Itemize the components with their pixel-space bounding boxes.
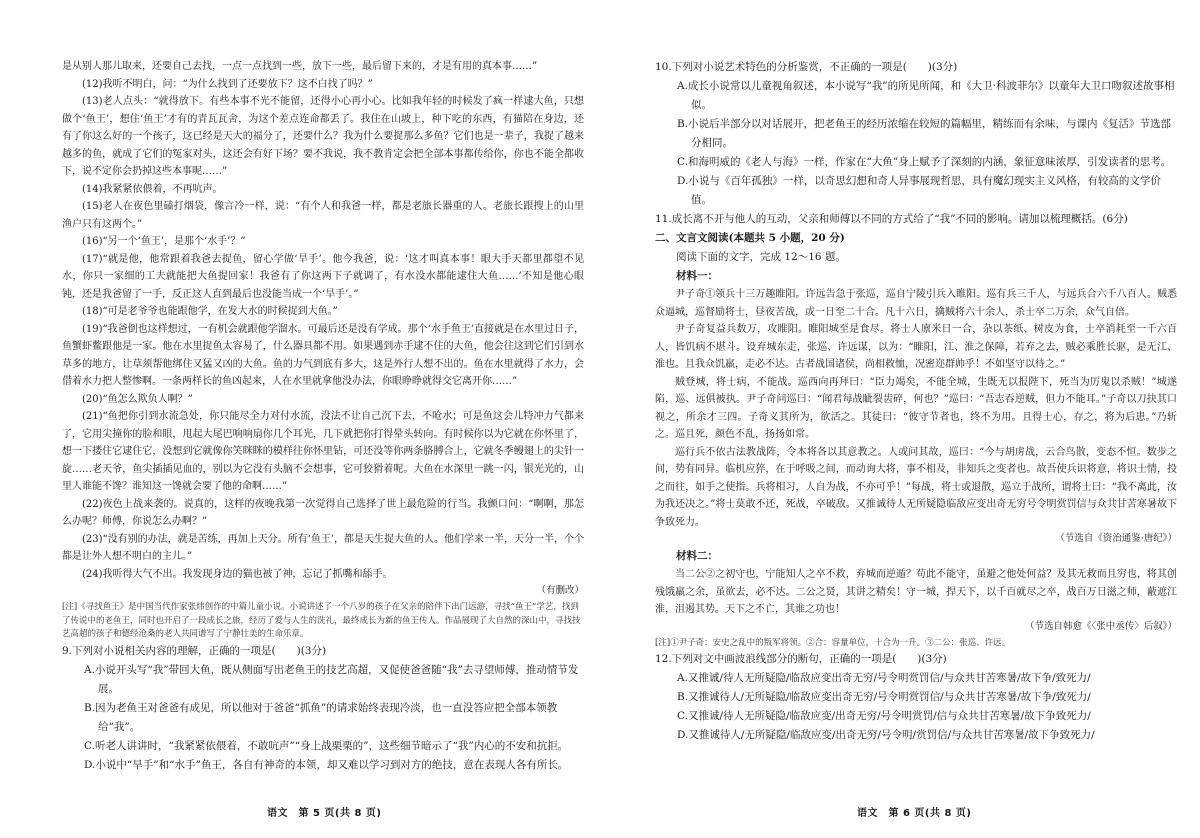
question-12-option-c: C.又推诚/待人无所疑隐/临敌应变/出奇无穷/号令明赏罚/信与众共甘苦寒暑/故下争致死力/ xyxy=(677,710,1091,722)
story-paragraph: (16)“另一个‘鱼王’，是那个‘水手’？” xyxy=(82,236,246,247)
classical-note: [注]①尹子奇：安史之乱中的叛军将领。②合：容量单位，十合为一升。③二公：张巡、许远。 xyxy=(655,637,1011,648)
question-12-option-b: B.又推诚待人/无所疑隐/临敌应变出奇无穷/号令明赏罚信/与众共甘苦寒暑/故下争/致死力/ xyxy=(677,691,1091,703)
material-1-paragraph: 巡行兵不依古法教战阵，令本将各以其意教之。人或问其故，巡曰：“今与胡虏战，云合鸟散，变态不恒。数步之间，势有同异。临机应猝，在于呼吸之间，而动询大将，事不相及，非知兵之变者也。故吾使兵识将意，将识士情，投之而往，如手之使指。兵将相习，人自为战，不亦可乎！”每战，将士或退散，巡立于战所，谓将士曰：“我不离此，汝为我还决之。”将士莫敢不还，死战，卒破敌。又推诚待人无所疑隐临敌应变出奇无穷号令明赏罚信与众共甘苦寒暑故下争致死力。 xyxy=(655,446,1177,528)
story-paragraph: (17)“就是他，他常跟着我爸去捉鱼，留心学做‘旱手’。他今我爸，说：‘这才叫真本事！眼大手天都里都望不见水，你只一家细的工夫就能把大鱼提回家！我爸有了你这两下子就调了，有水没水都能逮住大鱼……’不知是他心眼钝，还是我爸留了一手，反正这人直到最后也没能当成一个‘旱手’。” xyxy=(62,253,584,300)
reading-instruction: 阅读下面的文字，完成 12～16 题。 xyxy=(676,251,846,263)
question-9-option-c: C.听老人讲讲时，“我紧紧依偎着，不敢吭声”“身上战栗栗的”，这些细节暗示了“我”内心的不安和抗拒。 xyxy=(84,739,569,752)
story-paragraph: (24)我听得大气不出。我发现身边的猫也被了神，忘记了抓嘴和舔手。 xyxy=(82,568,393,580)
story-paragraph: (13)老人点头：“就得放下。有些本事不光不能留，还得小心再小心。比如我年轻的时候发了疯一样逮大鱼，只想做个‘鱼王’，想住‘鱼王’才有的青瓦瓦舍，为这个差点连命都丢了。我住在山坡上，种下吃的东西，有猫陪在身边，还有了你这么好的一个孩子，这已经是天大的福分了，还要什么？我为什么要捉那么多鱼？它们也是一辈子，我捉了越来越多的鱼，就成了它们的冤家对头，这还会有好下场？要不我说，我不教肯定会把全部本事都传给你，你也不能全都收下，说不定你会扔掉这些本事呢……” xyxy=(62,96,584,177)
question-9-stem: 9.下列对小说相关内容的理解，正确的一项是( )(3分) xyxy=(62,644,327,657)
story-source: （有删改） xyxy=(536,585,584,596)
question-10-option-c: C.和海明威的《老人与海》一样，作家在“大鱼”身上赋予了深刻的内涵，象征意味浓厚，引发读者的思考。 xyxy=(677,156,1172,168)
story-paragraph: 是从别人那儿取来，还要自己去找，一点一点找到一些，放下一些，最后留下来的，才是有用的真本事……” xyxy=(62,61,538,72)
question-10-option-d: D.小说与《百年孤独》一样，以奇思幻想和奇人异事展现哲思，具有魔幻现实主义风格，有较高的文学价值。 xyxy=(677,175,1161,206)
right-page-column xyxy=(655,58,1177,745)
question-10-option-a: A.成长小说常以儿童视角叙述，本小说写“我”的所见所闻，和《大卫·科波菲尔》以童年大卫口吻叙述故事相似。 xyxy=(677,80,1175,111)
question-12-option-a: A.又推诚/待人无所疑隐/临敌应变出奇无穷/号令明赏罚信/与众共甘苦寒暑/故下争/致死力/ xyxy=(677,672,1091,684)
material-1-source: （节选自《资治通鉴·唐纪》） xyxy=(1055,533,1177,544)
question-12-stem: 12.下列对文中画波浪线部分的断句，正确的一项是( )(3分) xyxy=(655,653,947,665)
left-page-footer: 语文 第 5 页(共 8 页) xyxy=(267,808,382,819)
question-10-option-b: B.小说后半部分以对话展开，把老鱼王的经历浓缩在较短的篇幅里，精练而有余味，与课内《复活》节选部分相同。 xyxy=(677,118,1172,149)
question-12-option-d: D.又推诚待人/无所疑隐/临敌应变/出奇无穷/号令明/赏罚信/与众共甘苦寒暑/故下争致死力/ xyxy=(677,729,1095,741)
story-paragraph: (23)“没有别的办法，就是苦练，再加上天分。所有‘鱼王’，都是天生捉大鱼的人。他们学来一半，天分一半，个个都是让外人想不明白的主儿。” xyxy=(62,533,584,562)
story-note: [注]《寻找鱼王》是中国当代作家张炜创作的中篇儿童小说。小说讲述了一个八岁的孩子在父亲的陪伴下出门远游，寻找“鱼王”学艺，找到了传说中的老鱼王，同时也开启了一段成长之旅，经历了爱与人生的洗礼，最终成长为新的鱼王传人。作品展现了大自然的深山中，寻找技艺高超的孩子和德经沧桑的老人共同谱写了宁静壮美的生命乐章。 xyxy=(62,602,581,639)
material-2-source: （节选自韩愈《〈张中丞传〉后叙》） xyxy=(1024,620,1177,632)
section-heading-classical-chinese: 二、文言文阅读(本题共 5 小题，20 分) xyxy=(655,232,845,244)
question-10-stem: 10.下列对小说艺术特色的分析鉴赏，不正确的一项是( )(3分) xyxy=(655,61,958,73)
material-1-paragraph: 尹子奇①领兵十三万趣睢阳。许远告急于张巡，巡自宁陵引兵入睢阳。巡有兵三千人，与远兵合六千八百人。贼悉众逼城，巡督励将士，昼夜苦战，或一日至二十合。凡十六日，擒贼将六十余人，杀士卒二万余，众气自倍。 xyxy=(655,289,1177,318)
material-2-title: 材料二： xyxy=(676,550,718,562)
material-1-paragraph: 贼登城，将士病，不能战。巡西向再拜曰：“臣力竭矣，不能全城，生既无以报陛下，死当为厉鬼以杀贼！”城遂陷，巡、远俱被执。尹子奇问巡曰：“闻君每战眦裂齿碎，何也？”巡曰：“吾志吞逆贼，但力不能耳。”子奇以刀抉其口视之，所余才三四。子奇义其所为，欲活之。其徒曰：“彼守节者也，终不为用。且得士心，存之，将为后患。”乃斩之。巡且死，颜色不乱，扬扬如常。 xyxy=(655,376,1177,440)
story-paragraph: (22)夜色上战来袭的。说真的，这样的夜晚我第一次觉得自己选择了世上最危险的行当。我颤口问：“啊啊，那怎么办呢？师傅，你说怎么办啊？” xyxy=(62,498,584,527)
story-paragraph: (12)我听不明白，问：“为什么找到了还要放下？这不白找了吗？” xyxy=(82,78,373,90)
story-paragraph: (20)“鱼怎么欺负人啊？” xyxy=(82,393,193,405)
question-9-option-a: A.小说开头写“我”带回大鱼，既从侧面写出老鱼王的技艺高超，又促使爸爸随“我”去寻望师傅，推动情节发展。 xyxy=(84,663,579,695)
story-paragraph: (14)我紧紧依偎着，不再吭声。 xyxy=(82,183,223,195)
material-1-paragraph: 尹子奇复益兵数万，攻睢阳。睢阳城至是食尽。将士人廪米日一合，杂以茶纸、树皮为食，士卒消耗至一千六百人，皆饥病不堪斗。设弃城东走，张巡、许远谋，以为：“睢阳，江、淮之保障，若弃之去，贼必乘胜长驱，是无江、淮也。且我众饥羸，走必不达。古者战国诸侯，尚相救恤，况密迩群帅乎！不如坚守以待之。” xyxy=(655,324,1177,370)
material-2-paragraph: 当二公②之初守也，宁能知人之卒不救，弃城而逆遁？苟此不能守，虽避之他处何益？及其无救而且穷也，将其创残饿羸之余，虽欲去，必不达。二公之贤，其讲之精矣！守一城，捍天下，以千百就尽之卒，战百万日滋之师，蔽遮江淮，沮遏其势。天下之不亡，其谁之功也！ xyxy=(655,569,1177,615)
story-paragraph: (15)老人在夜色里磕打烟袋，像言冷一样，说：“有个人和我爸一样，都是老旅长器重的人。老旅长跟搜上的山里渔户只有这两个。” xyxy=(62,201,584,230)
question-9-option-d: D.小说中“旱手”和“水手”鱼王，各自有神奇的本领，却又难以学习到对方的绝技，意在表现人各有所长。 xyxy=(84,758,569,771)
question-11: 11.成长离不开与他人的互动，父亲和师傅以不同的方式给了“我”不同的影响。请加以梳理概括。(6分) xyxy=(655,213,1128,225)
right-page-footer: 语文 第 6 页(共 8 页) xyxy=(857,808,972,819)
story-paragraph: (18)“可是老爷爷也能跟他学，在发大水的时候捉到大鱼。” xyxy=(82,306,338,317)
left-page-column xyxy=(62,58,584,775)
story-paragraph: (21)“鱼把你引到水流急处，你只能尽全力对付水流，没法不让自己沉下去，不呛水；可是鱼这会儿特冲力气都来了，它用尖撞你的脸和眼，甩起大尾巴响响扇你几个耳光，几下就把你打得晕头转向。有时候你以为它就在你怀里了，想一下搂住它逮住它，没想到它就像你笑眯眯的模样往你怀里钻，可还没等你两条胳膊合上，它就冬季鳗翅上的尖针一旋……老天爷，鱼尖插插见血的，别以为它没有头脑不会想事，它可狡猾着呢。大鱼在水深里一跳一闪，银光光的，山里人谁能不馋？谁知这一馋就会要了他的命啊……” xyxy=(62,411,584,492)
question-9-option-b: B.因为老鱼王对爸爸有成见，所以他对于爸爸“抓鱼”的请求始终表现冷淡，也一直没答应把全部本领教给“我”。 xyxy=(84,701,558,733)
material-1-title: 材料一： xyxy=(676,270,718,282)
story-paragraph: (19)“我爸倒也这样想过，一有机会就跟他学溜水。可最后还是没有学成。那个‘水手鱼王’直接就是在水里过日子，鱼蟹虾鳖跟他是一家。他在水里捉鱼太容易了，什么器具都不用。如果遇到赤手逮不住的大鱼，他会往这到它们引到水草多的地方，让草须帮他绑住又猛又凶的大鱼。鱼的力气到底有多大，这是外行人想不出的。鱼在水里就得了水力，会借着水力把人整惨啊。一条两样长的鱼凶起来，人在水里就拿他没办法，你眼睁睁就得交它离开你……” xyxy=(62,323,584,387)
